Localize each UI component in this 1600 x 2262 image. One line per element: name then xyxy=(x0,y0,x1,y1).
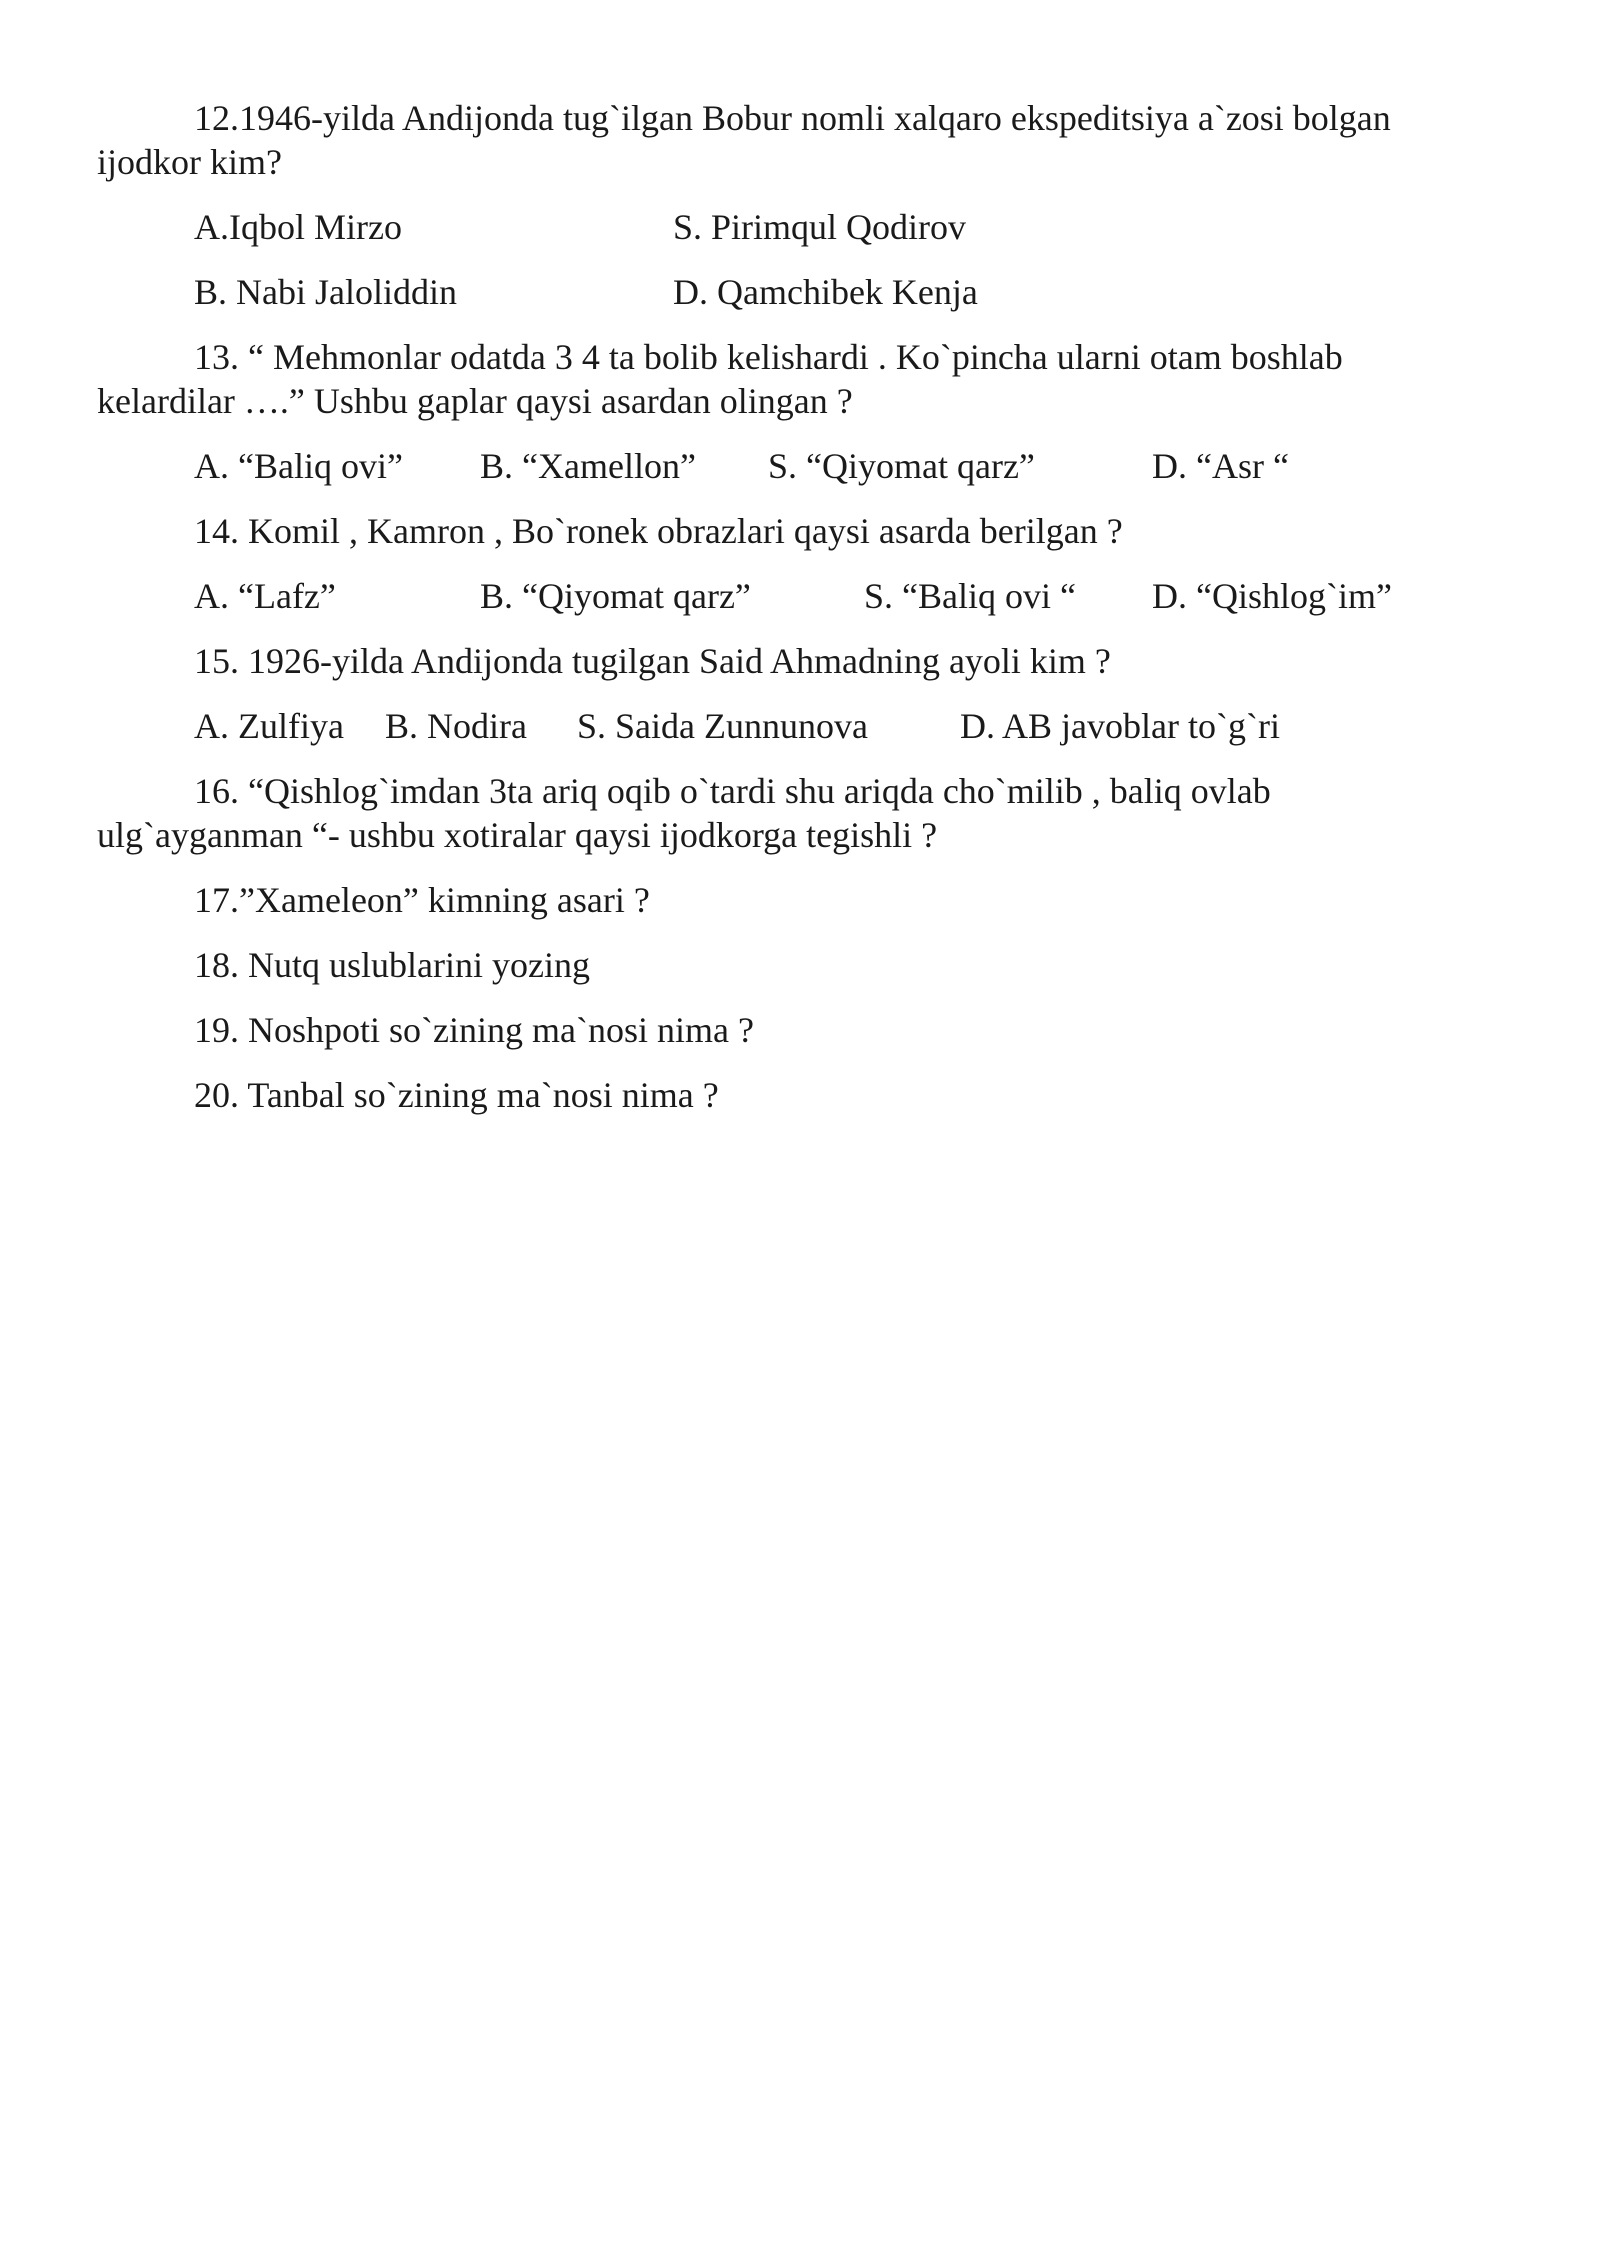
answer-options-row xyxy=(97,574,1497,618)
question-12 xyxy=(97,96,1497,184)
answer-option: S. Pirimqul Qodirov xyxy=(673,207,967,247)
question-15: 15. 1926-yilda Andijonda tugilgan Said Ahmadning ayoli kim ? xyxy=(194,641,1111,681)
answer-option: S. “Qiyomat qarz” xyxy=(768,446,1035,486)
answer-option: A. “Lafz” xyxy=(194,576,336,616)
question-text: 13. “ Mehmonlar odatda 3 4 ta bolib kelishardi . Ko`pincha ularni otam boshlab xyxy=(194,337,1343,377)
question-text-continued: kelardilar ….” Ushbu gaplar qaysi asardan olingan ? xyxy=(97,381,853,421)
answer-options-row xyxy=(97,270,1497,314)
answer-option: S. Saida Zunnunova xyxy=(577,706,868,746)
answer-option: A.Iqbol Mirzo xyxy=(194,207,402,247)
answer-options-row xyxy=(97,444,1497,488)
answer-option: D. “Qishlog`im” xyxy=(1152,576,1392,616)
answer-option: B. “Qiyomat qarz” xyxy=(480,576,751,616)
document-page xyxy=(97,96,1497,1117)
question-20: 20. Tanbal so`zining ma`nosi nima ? xyxy=(194,1075,719,1115)
answer-option: B. “Xamellon” xyxy=(480,446,696,486)
question-text-continued: ijodkor kim? xyxy=(97,142,282,182)
answer-option: D. “Asr “ xyxy=(1152,446,1289,486)
question-text: 16. “Qishlog`imdan 3ta ariq oqib o`tardi shu ariqda cho`milib , baliq ovlab xyxy=(194,771,1271,811)
question-text: 12.1946-yilda Andijonda tug`ilgan Bobur nomli xalqaro ekspeditsiya a`zosi bolgan xyxy=(194,98,1391,138)
answer-option: A. “Baliq ovi” xyxy=(194,446,403,486)
answer-option: B. Nabi Jaloliddin xyxy=(194,272,457,312)
question-16 xyxy=(97,769,1497,857)
question-19: 19. Noshpoti so`zining ma`nosi nima ? xyxy=(194,1010,754,1050)
answer-option: D. Qamchibek Kenja xyxy=(673,272,978,312)
answer-options-row xyxy=(97,205,1497,249)
answer-options-row xyxy=(97,704,1497,748)
question-13 xyxy=(97,335,1497,423)
question-14: 14. Komil , Kamron , Bo`ronek obrazlari qaysi asarda berilgan ? xyxy=(194,511,1123,551)
answer-option: D. AB javoblar to`g`ri xyxy=(960,706,1280,746)
answer-option: B. Nodira xyxy=(385,706,527,746)
question-17: 17.”Xameleon” kimning asari ? xyxy=(194,880,650,920)
answer-option: S. “Baliq ovi “ xyxy=(864,576,1076,616)
question-18: 18. Nutq uslublarini yozing xyxy=(194,945,590,985)
answer-option: A. Zulfiya xyxy=(194,706,344,746)
question-text-continued: ulg`ayganman “- ushbu xotiralar qaysi ijodkorga tegishli ? xyxy=(97,815,938,855)
